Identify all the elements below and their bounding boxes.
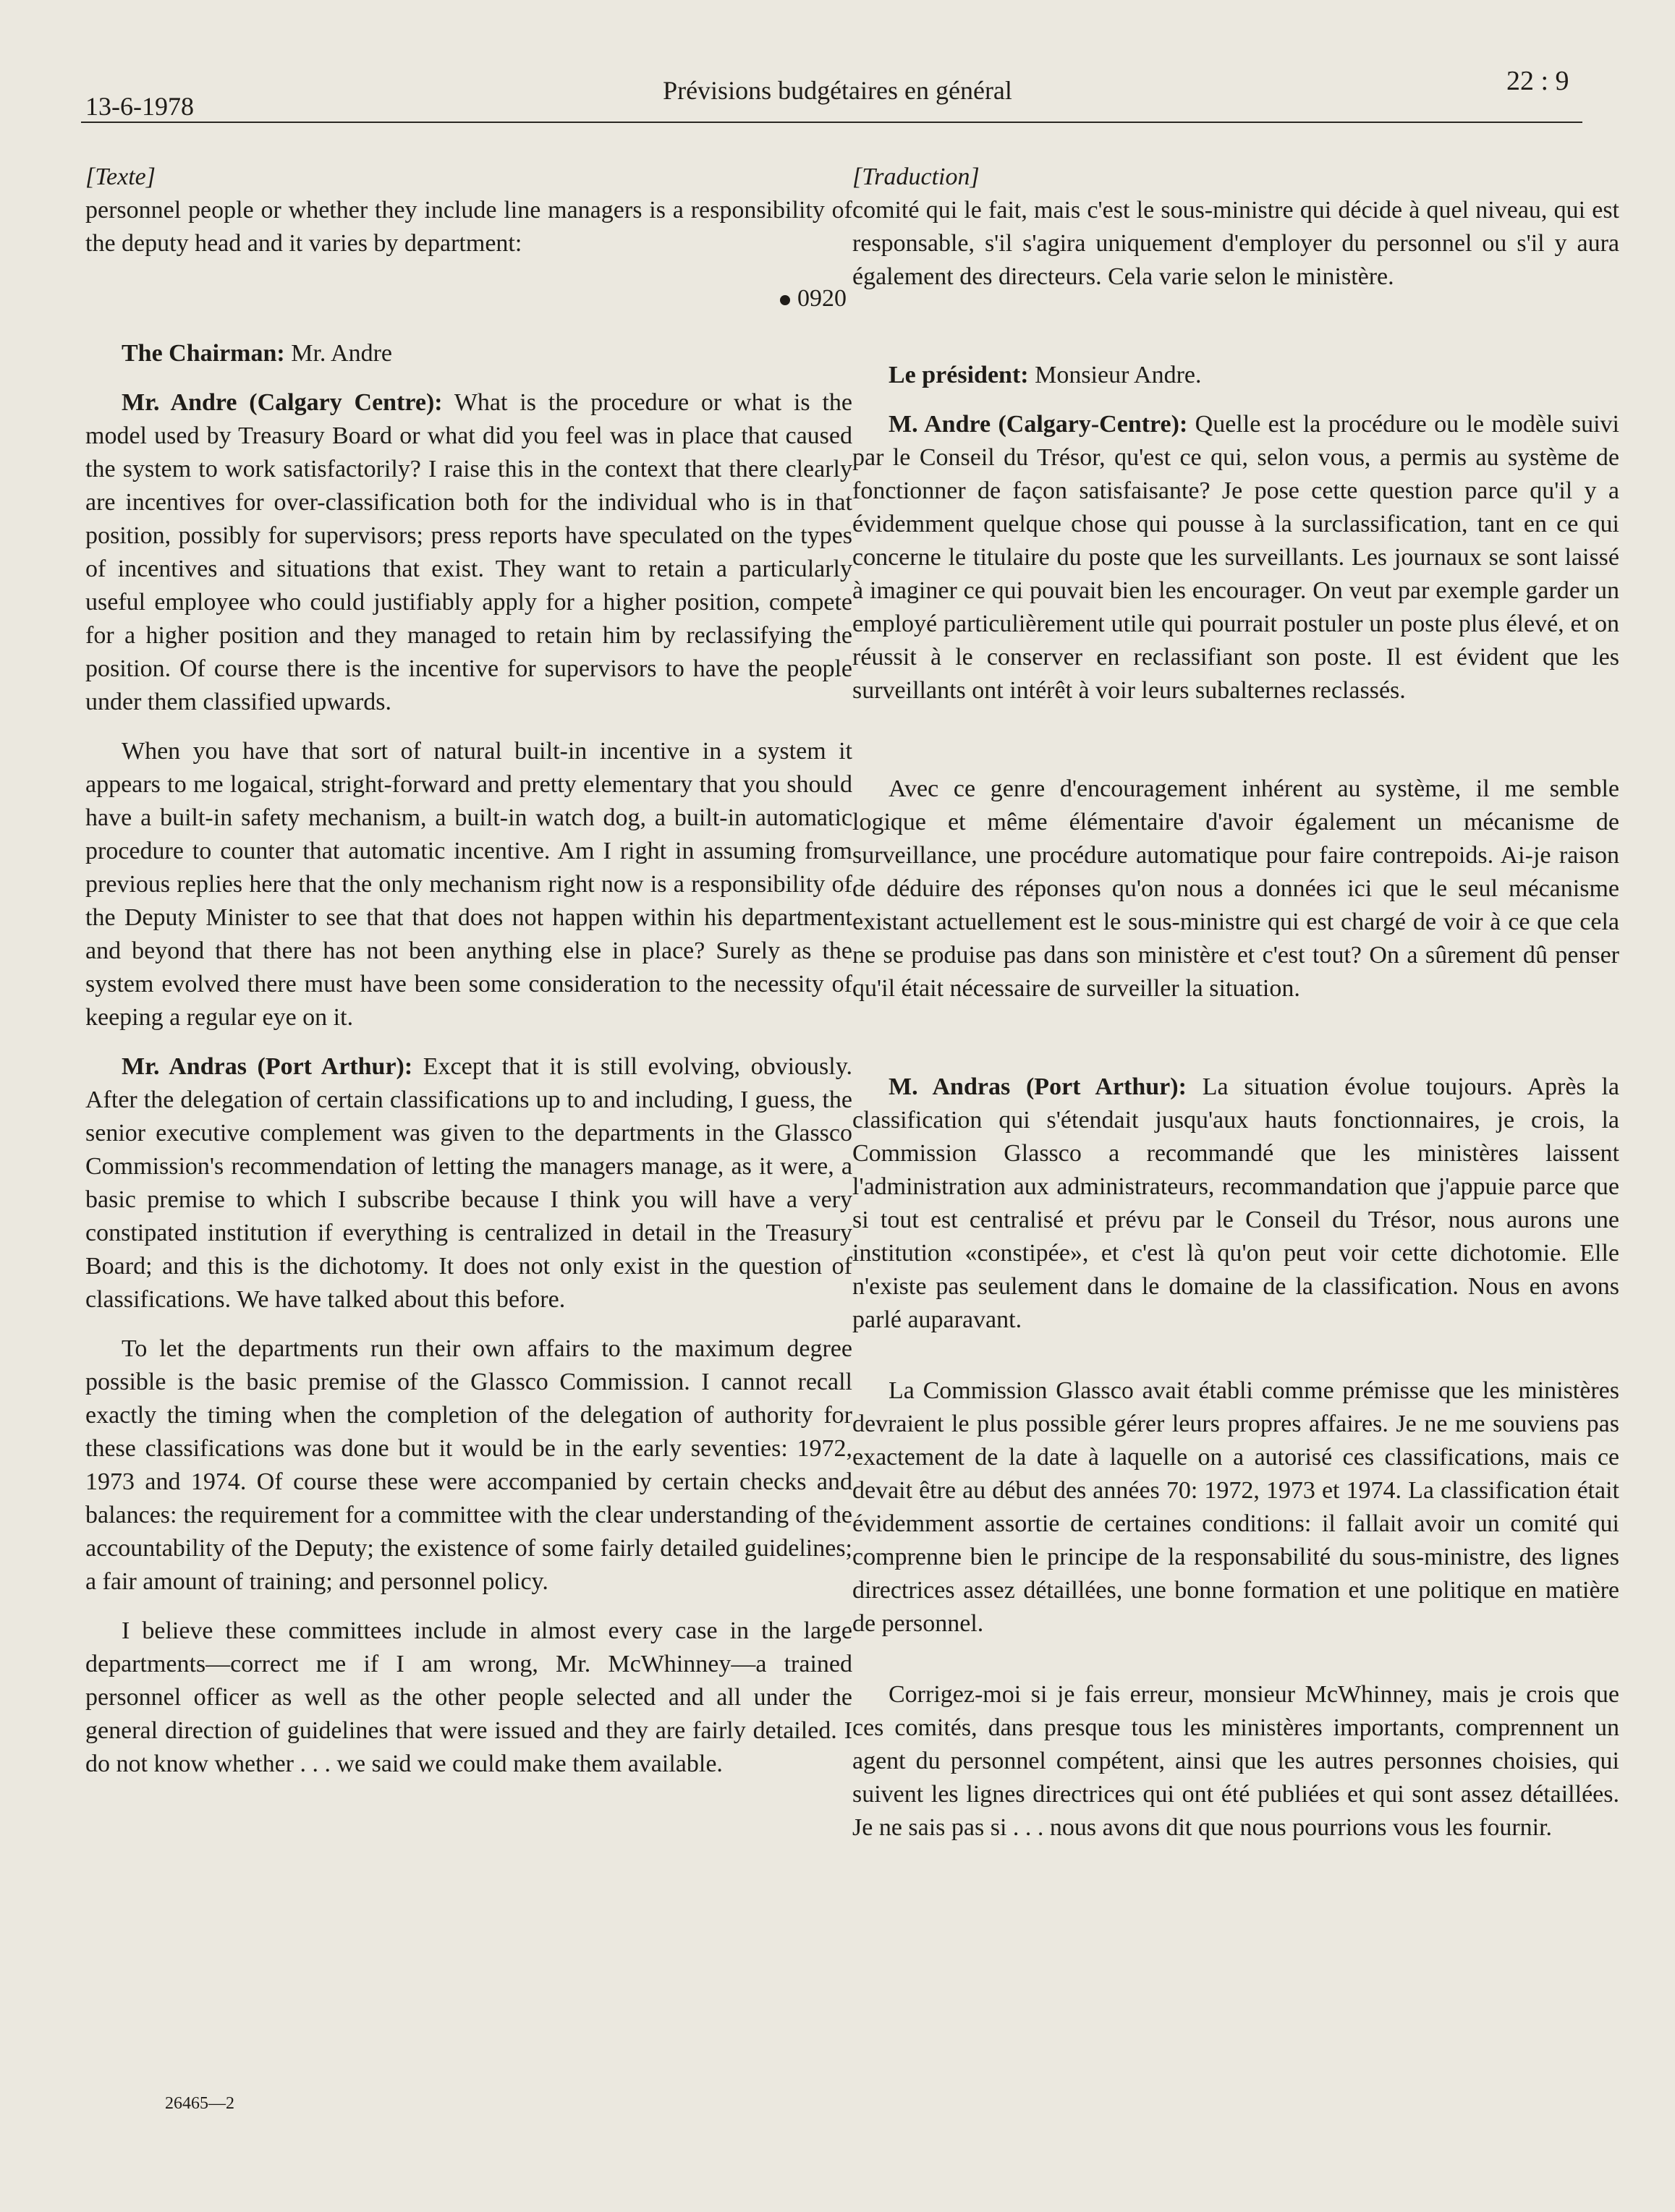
header-title: Prévisions budgétaires en général (663, 76, 1012, 105)
right-paragraph-avec: Avec ce genre d'encouragement inhérent au système, il me semble logique et même élémentaire d'avoir également un mécanisme de surveillance, une procédure automatique pour faire contrepoids. Ai-je raison de déduire des réponses qu'on nous a données ici que le seul mécanisme existant actuellement est le sous-ministre qui est chargé de voir à ce que cela ne se produise pas dans son ministère et c'est tout? On a sûrement dû penser qu'il était nécessaire de surveiller la situation. (852, 775, 1619, 1002)
left-chairman-paragraph (85, 337, 852, 370)
left-paragraph-personnel: personnel people or whether they include line managers is a responsibility of the deputy head and it varies by department: (85, 197, 852, 257)
speaker-name: Mr. Andre (Calgary Centre): (122, 389, 443, 416)
right-column (852, 161, 1619, 1845)
header-rule (81, 122, 1582, 123)
right-president-paragraph (852, 359, 1619, 392)
right-paragraph-glassco: La Commission Glassco avait établi comme prémisse que les ministères devraient le plus possible gérer leurs propres affaires. Je ne me souviens pas exactement de la date à laquelle on a autorisé ces classifications, mais ce devait être au début des années 70: 1972, 1973 et 1974. La classification était évidemment assortie de certaines conditions: il fallait avoir un comité qui comprenne bien le principe de la responsabilité du sous-ministre, des lignes directrices assez détaillées, une bonne formation et une politique en matière de personnel. (852, 1377, 1619, 1637)
left-andre-paragraph (85, 386, 852, 719)
left-paragraph-believe: I believe these committees include in almost every case in the large departments—correct me if I am wrong, Mr. McWhinney—a trained personnel officer as well as the other people selected and all under the general direction of guidelines that were issued and they are fairly detailed. I do not know whether . . . we said we could make them available. (85, 1617, 852, 1777)
speech-text: Mr. Andre (284, 340, 393, 367)
speech-text: Monsieur Andre. (1028, 362, 1202, 388)
right-andre-paragraph (852, 408, 1619, 707)
speaker-name: Le président: (889, 362, 1029, 388)
left-column-label: [Texte] (85, 163, 156, 190)
header-page-number: 22 : 9 (1506, 66, 1569, 96)
speaker-name: M. Andras (Port Arthur): (889, 1073, 1187, 1100)
speaker-name: Mr. Andras (Port Arthur): (122, 1053, 413, 1080)
speaker-name: The Chairman: (122, 340, 285, 367)
right-andras-paragraph (852, 1071, 1619, 1337)
left-paragraph-tolet: To let the departments run their own affairs to the maximum degree possible is the basic premise of the Glassco Commission. I cannot recall exactly the timing when the completion of the delegation of authority for these classifications was done but it would be in the early seventies: 1972, 1973 and 1974. Of course these were accompanied by certain checks and balances: the requirement for a committee with the clear understanding of the accountability of the Deputy; the existence of some fairly detailed guidelines; a fair amount of training; and personnel policy. (85, 1335, 852, 1595)
speaker-name: M. Andre (Calgary-Centre): (889, 411, 1188, 438)
bullet-icon (780, 295, 790, 305)
timestamp (85, 282, 852, 315)
right-paragraph-corrigez: Corrigez-moi si je fais erreur, monsieur McWhinney, mais je crois que ces comités, dans presque tous les ministères importants, comprennent un agent du personnel compétent, ainsi que les autres personnes choisies, qui suivent les lignes directrices qui ont été publiées et qui sont assez détaillées. Je ne sais pas si . . . nous avons dit que nous pourrions vous les fournir. (852, 1681, 1619, 1841)
speech-text: What is the procedure or what is the model used by Treasury Board or what did you feel was in place that caused the system to work satisfactorily? I raise this in the context that there clearly are incentives for over-classification both for the individual who is in that position, possibly for supervisors; press reports have speculated on the types of incentives and situations that exist. They want to retain a particularly useful employee who could justifiably apply for a higher position, compete for a higher position and they managed to retain him by reclassifying the position. Of course there is the incentive for supervisors to have the people under them classified upwards. (85, 389, 852, 715)
left-andras-paragraph (85, 1050, 852, 1316)
right-column-label: [Traduction] (852, 163, 980, 190)
speech-text: Except that it is still evolving, obviously. After the delegation of certain classifications up to and including, I guess, the senior executive complement was given to the departments in the Glassco Commission's recommendation of letting the managers manage, as it were, a basic premise to which I subscribe because I think you will have a very constipated institution if everything is centralized in detail in the Treasury Board; and this is the dichotomy. It does not only exist in the question of classifications. We have talked about this before. (85, 1053, 853, 1313)
footer-code: 26465—2 (165, 2094, 234, 2113)
speech-text: Quelle est la procédure ou le modèle suivi par le Conseil du Trésor, qu'est ce qui, selon vous, a permis au système de fonctionner de façon satisfaisante? Je pose cette question parce qu'il y a évidemment quelque chose qui pousse à la surclassification, tant en ce qui concerne le titulaire du poste que les surveillants. Les journaux se sont laissé à imaginer ce qui pouvait bien les encourager. On veut par exemple garder un employé particulièrement utile qui pourrait postuler un poste plus élevé, et on réussit à le conserver en reclassifiant son poste. Il est évident que les surveillants ont intérêt à voir leurs subalternes reclassés. (852, 411, 1619, 704)
left-paragraph-when: When you have that sort of natural built-in incentive in a system it appears to me logaical, stright-forward and pretty elementary that you should have a built-in safety mechanism, a built-in watch dog, a built-in automatic procedure to counter that automatic incentive. Am I right in assuming from previous replies here that the only mechanism right now is a responsibility of the Deputy Minister to see that that does not happen within his department and beyond that there has not been anything else in place? Surely as the system evolved there must have been some consideration to the necessity of keeping a regular eye on it. (85, 738, 852, 1031)
left-column (85, 161, 852, 1781)
right-paragraph-comite: comité qui le fait, mais c'est le sous-ministre qui décide à quel niveau, qui est responsable, s'il s'agira uniquement d'employer du personnel ou s'il y aura également des directeurs. Cela varie selon le ministère. (852, 197, 1619, 290)
timestamp-value: 0920 (797, 285, 847, 312)
speech-text: La situation évolue toujours. Après la classification qui s'étendait jusqu'aux hauts fonctionnaires, je crois, la Commission Glassco a recommandé que les ministères laissent l'administration aux administrateurs, recommandation que j'appuie parce que si tout est centralisé et prévu par le Conseil du Trésor, nous aurons une institution «constipée», et c'est là qu'on peut voir cette dichotomie. Elle n'existe pas seulement dans le domaine de la classification. Nous en avons parlé auparavant. (852, 1073, 1619, 1333)
header-date: 13-6-1978 (85, 92, 194, 121)
